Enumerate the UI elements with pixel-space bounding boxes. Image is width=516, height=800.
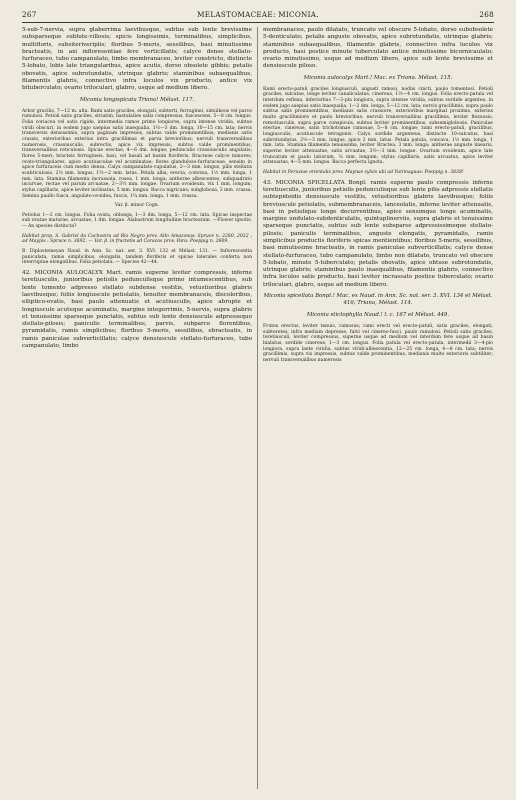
species-description-paragraph: 5-sub-7-nervia, supra glaberrima laevibusque, subtus sub lente brevissime subsparseque sublute-villosis; spicis longissimis, terminalibus, simplicibus, multifloris, subsiteriveriplis; floribus 5-meris, sessilibus, basi minutissime bracteatis, in axi infloresentiae fere verticillatis; calyce dense stellato-furfuraceo, tubo campanulato, limbo membranaceo, leviter constricto, distincte 5-lobato, lobis late triangularibus, apice acutis, dorso obsolete gibbis; petalis obovatis, apice subrotundatis, utrinque glabris; staminibus subaequalibus, filamentis glabris, connectivo infra loculos vix producto, antice vix bituberculato; ovario triloculari, glabro, usque ad medium libero. [22,27,252,92]
species-detail-paragraph: Arbor gracilis, 7—12 m. alta. Rami satis graciles, elongati, subterti, ferruginei, simulkous vel parce ramulosi. Petioli satis graciles, striatim, hastulaties satis compressus, fuscescens, 5—8 cm. longus. Folia coriacea vel satis rigide, intermedia ramos primo longiores, supra intense viridia, subtus viridi obscuri, in eodem jugo saepius satis inaequalia, 1½—3 dm. longa, 10—15 cm. lata; nervis transversis densissimis, supra paginam impressis, subtus valde prominentibus; medianis satis crassis, exterioribus exterius intra gracillimas et parva brevioribus; nervuli transversalibus numerosis, crassiusculis, subrectis, apice vix impressis, subtus valde prominentibus, transversalibus reticulosis. Spicae erectae, 4—6 dm. longae; pedunculis crassiusculis angulatis; flores 5-meri; bracteis ferrugineis, basi, vel basali ad basim floriferis. Bracteae calyce minores, ovato-triangulares, apice acutiusculae vel acuminatae; flores glanduloso-furfuraceae, sensim in apice furfuraceis cum medio densa. Calyx campanulato-cupulatus, 2—3 mm. longus, pilis stellatis scabriculosis, 2½ mm. longus, 1½—2 mm. latus. Petala alba, erecta, convexa, 1½ mm. longa, 1 mm. lata. Stamina filamenta incrassata, rosea, 1 mm. longa; antherae albescentes, subquadrato incurvae, rectae vel parum arcuatae, 2—3½ mm. longae. Ovarium ovoideum, vix 1 mm. longum; stylus capillaris, apice leviter inclinatus, 5 mm. longus. Bacca nigricans; subglobosa, 3 mm. crassa. Semina paullo fusca, angulato-ovoidea, fuscis, 1¼ mm. longa, 1 mm. crassa. [22,108,252,199]
right-column [263,27,493,789]
variety-description: Petiolus 1—2 cm. longus. Folia ovata, oblonga, 1—3 dm. longa, 5—12 cm. lata. Spicae inspectae sub ovatae maturae, arcuatae, 1 dm. longae. Alabastrum longitudine bracteatum. —Flower ignotis. — An species distincta? [22,212,252,230]
habitat-note: Habitat prop. S. Gabriel da Cachoeira ad Rio Negro prov. Alto Amazonas: Spruce n. 2280, 2022 ; ad Maypis : Spruce n. 3692. — Var. β. in fructetis ad Caracas prov. Para: Poeppig n. 2609. [22,233,252,245]
species-continuation-paragraph: membranaceo, paulo dilatato, truncato vel obscure 5-lobato, dorso subobsolete 5-denticulato; petalis anguste obovatis, apice subrotundatis, utrinque glabris; staminibus subaequalibus, filamentis glabris, connectivo infra loculos vix producto, basi postice minute tuberculato antice minutissime bicornicaulato; ovario minutissimo, usque ad medium libero, apice sub lente brevissime et densiuscule piloso. [263,27,493,70]
species-citation: Miconia longispicata Triana! Mélast. 117. [79,96,195,103]
column-divider [257,27,258,789]
page-number-right: 268 [479,10,494,19]
species-detail-paragraph: Rami erecto-patuli graciles longiusculi, angusti ramosi, nodiis cincti, paulo tomentosi. Petioli graciles, sulcatae, longe leviter canaliculatus, cinereus, 1½—4 cm. longus. Folia erecto-patula vel interdum reflexa, inferiorbus 7—3-pla longiora, supra intense viridia, subtus sordide argentea, in eodem jugo saepius satis inaequalia, 1—2 dm. longa, 5—12 cm. lata; nervis gracillimis, supra paulo subtus satis prominentibus, medianis satis crassiore, exterioribus marginal proximis, exterius multo gracillimiore et paulo brevioribus; nervuli transversalibus gracillimis, leviter flexuosis, remotiusculis, supra parce conspicuis, subtus leviter prominentibus, subsemiglobosis. Paniculae erectae, cinereae, satis trichotomae ramosae, 5—8 cm. longae; rami erecto-patuli, gracilibus, longiusculis, acutiuscule tetragonis. Calyx sordide argenteus, distincte 10-sulcatus, basi subrotundatus, 2½—3 mm. longus, apice 2 mm. latus. Petala patula, concava, 1½ mm. longa, 1 mm. lata. Stamina filamenta tenuissima, leviter Bractea, 3 mm. longa; antherae anguste linearis, superne leviter attenuatae, satis arcuatae, 3½—3 mm. longae. Ovarium ovoideum, apice late truncatum et paulo latiorum, ¼ mm. longum; stylus capillaris, satis arcuatus, apice leviter attenuatus, 4—5 mm. longus. Bacca perfecta ignota. [263,86,493,166]
habitat-note: Habitat in Peruviae orientalis prov. Maynas sylvis ubi ad Yurimaguas: Poeppig n. 3838! [263,169,464,175]
species-citation: Miconia aulocalyx Mart.! Mac. ex Triana. Mélast. 115. [303,74,453,81]
species-citation: Miconia spicellata Bonpl.! Mac. ex Naud. in Ann. Sc. nat. ser. 3. XVI. 134 et Mélast. 416; Triana, Mélast. 114. [263,293,493,307]
page-number-left: 267 [22,10,37,19]
header-rule [22,22,494,23]
variety-heading: Var. β. minor Cogn. [114,203,160,209]
species-43-paragraph: 43. MICONIA SPICELLATA Bonpl. ramis superne paulo compressis inferne teretiusculis, junioribus petiolis pedunculisque sub lente pilis adpressis stellatis subtepidoidis densiuscule vestitis, vetustioribus glabris laevibusque; foliis breviuscule petiolatis, submembranaceis, lanceolatis, inferne leviter attenuatis, basi in petiolique longe decurrentibus, apice sensimque longe acuminatis, margine undulato-subdenticulatis, quintuplinerviis, supra glabris et tenuissime sparseque punctatis, subtus sub lente subsparse adpressissimeque stellato-pilosis; paniculis terminalibus, anguste elongatis, pyramidalis, ramis simplicibus productis floriferis spicas mentientibus; floribus 5-meris, sessilibus, basi minutissime bracteatis, in ramis paniculae subverticillatis; calyce dense stellato-furfuraceo, tubo campanulato, limbo non dilatato, truncato vel obscure 5-lobato, minute 5-tuberculato; petalis obovatis, apice obtuse subrotundatis, utrinque glabris; staminibus paulo inaequalibus, filamentis glabris, connectivo infra loculos satis producto, basi leviter incrassato postice tuberculato; ovario triloculari, glabro, usque ad medium libero. [263,179,493,288]
running-title: MELASTOMACEAE: MICONIA. [197,10,319,19]
species-42-paragraph: 42. MICONIA AULOCALYX Mart. ramis superne leviter compressis, inferne teretiusculis, junioribus petiolis pedunculisque primo intumescentibus, sub lente tomento adpresso stellato subdense vestitis, vetustioribus glabris laevibusque; foliis longiuscule petiolatis, tenuiter membranaceis, discoloribus, elliptico-ovatis, basi paulo attenuatis et acutiusculis, apice abrupte et longiuscule acuteque acuminatis, margine integerrimis, 5-nervis, supra glabris et tenuissime sparseque punctatis, subtus sub lente densiuscule adpressequo stellato-pilosis; paniculis terminalibus, parvis, subparce florentibus, pyramidatis, ramis simplicibus; floribus 5-meris, sessilibus, ebracteatis, in ramis paniculae subverticillatis; calyce densiuscule stellato-furfuraceo, tubo campanulato, limbo [22,270,252,350]
left-column [22,27,252,789]
species-detail-paragraph: Frutex erectus, leviter tenuis, ramosus; rami erecti vel erecto-patuli, satis graciles, elongati, subteretes, infra medium depresse, fulvi vel cinereo-fusci, paulo ramulosi. Petioli satis graciles, teretiusculi, leviter compressus, superne usque ad medium vel interdum fere usque ad basin bialatus, sordide cinereus, 1—3 cm. longus. Folia patula vel erecto-patula, intermedii 3—4-plo longiora, supra laete viridia, subtus viridi-albescentia, 12—25 cm. longa, 4—8 cm. lata; nervis gracillimis, supra vix impressis, subtus valde prominentibus, medianis multo exterioris subtiliter; nervuli transversalibus numerosis [263,324,493,364]
section-note: B. Diplostemeyan Naud. in Ann. Sc. nat. ser. 3. XVI. 132 et Mélast. 131. — Inflorescentia paniculata, ramis simplicibus, elongatis, tandem floriferis et spicae laterales conferta non interruptae elongatibus. Folia petiolata. — Species 42—44. [22,249,252,266]
synonym-citation: Miconia stictophylla Naud.! l. c. 167 et Mélast. 449. [306,312,450,319]
